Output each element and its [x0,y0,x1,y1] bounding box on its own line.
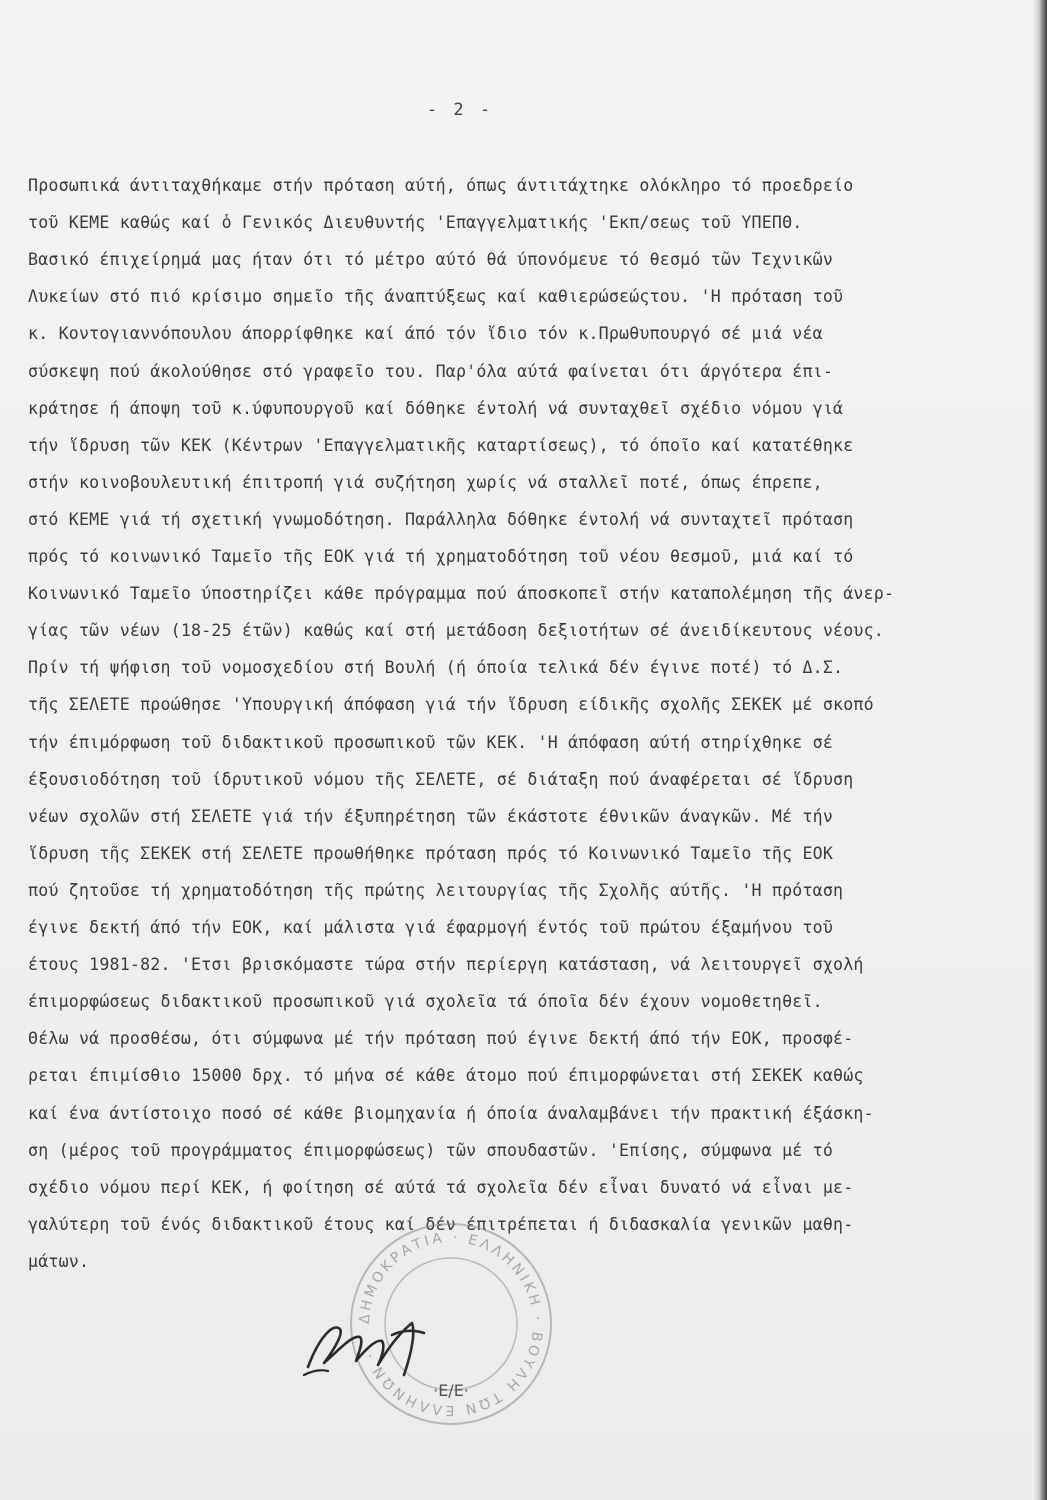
text-line: έγινε δεκτή άπό τήν ΕΟΚ, καί μάλιστα γιά έφαρμογή έντός τοῦ πρώτου έξαμήνου τοῦ [28,918,834,937]
text-line: Λυκείων στό πιό κρίσιμο σημεῖο τῆς άναπτύξεως καί καθιερώσεώςτου. 'Η πρόταση τοῦ [28,287,844,307]
text-line: ρεται έπιμίσθιο 15000 δρχ. τό μήνα σέ κάθε άτομο πού έπιμορφώνεται στή ΣΕΚΕΚ καθώς [28,1066,864,1086]
text-line: γαλύτερη τοῦ ένός διδακτικοῦ έτους καί δέν έπιτρέπεται ή διδασκαλία γενικῶν μαθη- [28,1214,854,1234]
stamp-ring-text: ΔΗΜΟΚΡΑΤΙΑ · ΕΛΛΗΝΙΚΗ · ΒΟΥΛΗ ΤΩΝ ΕΛΛΗΝΩΝ · [356,1229,546,1419]
handwritten-signature [300,1305,440,1385]
text-line: Προσωπικά άντιταχθήκαμε στήν πρόταση αύτή, όπως άντιτάχτηκε ολόκληρο τό προεδρείο [28,176,854,195]
text-line: τήν έπιμόρφωση τοῦ διδακτικοῦ προσωπικοῦ τῶν ΚΕΚ. 'Η άπόφαση αύτή στηρίχθηκε σέ [28,732,834,752]
text-line: έπιμορφώσεως διδακτικοῦ προσωπικοῦ γιά σχολεῖα τά όποῖα δέν έχουν νομοθετηθεῖ. [28,992,823,1012]
text-line: έξουσιοδότηση τοῦ ίδρυτικοῦ νόμου τῆς ΣΕΛΕΤΕ, σέ διάταξη πού άναφέρεται σέ ἵδρυση [28,769,854,789]
text-line: Θέλω νά προσθέσω, ότι σύμφωνα μέ τήν πρόταση πού έγινε δεκτή άπό τήν ΕΟΚ, προσφέ- [28,1029,854,1049]
text-line: νέων σχολῶν στή ΣΕΛΕΤΕ γιά τήν έξυπηρέτηση τῶν έκάστοτε έθνικῶν άναγκῶν. Μέ τήν [28,806,834,826]
text-line: σύσκεψη πού άκολούθησε στό γραφεῖο του. Παρ'όλα αύτά φαίνεται ότι άργότερα έπι- [28,361,834,381]
text-line: κ. Κοντογιαννόπουλου άπορρίφθηκε καί άπό τόν ἴδιο τόν κ.Πρωθυπουργό σέ μιά νέα [28,324,823,344]
text-line: πρός τό κοινωνικό Ταμεῖο τῆς ΕΟΚ γιά τή χρηματοδότηση τοῦ νέου θεσμοῦ, μιά καί τό [28,547,854,566]
page-edge-shadow [1032,0,1047,1500]
text-line: τῆς ΣΕΛΕΤΕ προώθησε 'Υπουργική άπόφαση γιά τήν ἵδρυση είδικῆς σχολῆς ΣΕΚΕΚ μέ σκοπό [28,695,874,715]
text-line: στήν κοινοβουλευτική έπιτροπή γιά συζήτηση χωρίς νά σταλλεῖ ποτέ, όπως έπρεπε, [28,472,823,492]
text-line: Πρίν τή ψήφιση τοῦ νομοσχεδίου στή Βουλή (ή όποία τελικά δέν έγινε ποτέ) τό Δ.Σ. [28,658,844,678]
text-line: καί ένα άντίστοιχο ποσό σέ κάθε βιομηχανία ή όποία άναλαμβάνει τήν πρακτική έξάσκη- [28,1103,874,1123]
text-line: μάτων. [28,1251,90,1271]
text-line: Βασικό έπιχείρημά μας ήταν ότι τό μέτρο αύτό θά ύπονόμευε τό θεσμό τῶν Τεχνικῶν [28,250,834,270]
text-line: έτους 1981-82. 'Ετσι βρισκόμαστε τώρα στήν περίεργη κατάσταση, νά λειτουργεῖ σχολή [28,955,864,975]
text-line: γίας τῶν νέων (18-25 έτῶν) καθώς καί στή μετάδοση δεξιοτήτων σέ άνειδίκευτους νέους. [28,621,884,641]
text-line: σχέδιο νόμου περί ΚΕΚ, ή φοίτηση σέ αύτά τά σχολεῖα δέν εἶναι δυνατό νά εἶναι με- [28,1177,854,1197]
page-number: - 2 - [426,100,494,120]
text-line: στό ΚΕΜΕ γιά τή σχετική γνωμοδότηση. Παράλληλα δόθηκε έντολή νά συνταχτεῖ πρόταση [28,509,854,529]
text-line: τοῦ ΚΕΜΕ καθώς καί ὁ Γενικός Διευθυντής 'Επαγγελματικής 'Εκπ/σεως τοῦ ΥΠΕΠΘ. [28,213,803,233]
text-line: πού ζητοῦσε τή χρηματοδότηση τῆς πρώτης λειτουργίας τῆς Σχολῆς αύτῆς. 'Η πρόταση [28,880,844,900]
text-line: κράτησε ή άποψη τοῦ κ.ύφυπουργοῦ καί δόθηκε έντολή νά συνταχθεῖ σχέδιο νόμου γιά [28,398,844,418]
text-line: Κοινωνικό Ταμεῖο ύποστηρίζει κάθε πρόγραμμα πού άποσκοπεῖ στήν καταπολέμηση τῆς άνερ- [28,584,895,604]
text-line: ση (μέρος τοῦ προγράμματος έπιμορφώσεως) τῶν σπουδαστῶν. 'Επίσης, σύμφωνα μέ τό [28,1140,834,1160]
text-line: τήν ἵδρυση τῶν ΚΕΚ (Κέντρων 'Επαγγελματικῆς καταρτίσεως), τό όποῖο καί κατατέθηκε [28,435,854,455]
stamp-center-text: ·Ε/Ε· [433,1381,469,1400]
text-line: ἵδρυση τῆς ΣΕΚΕΚ στή ΣΕΛΕΤΕ προωθήθηκε πρόταση πρός τό Κοινωνικό Ταμεῖο τῆς ΕΟΚ [28,843,834,863]
